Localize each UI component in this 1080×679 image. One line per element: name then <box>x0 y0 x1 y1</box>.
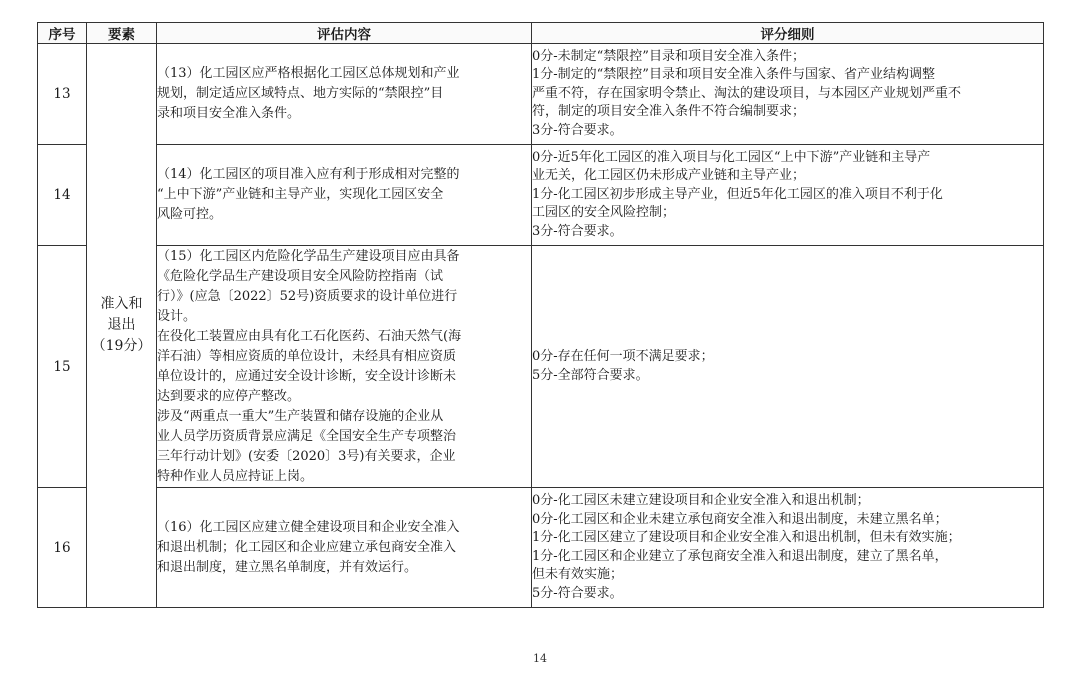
content-line: 规划，制定适应区域特点、地方实际的“禁限控”目 <box>157 86 444 101</box>
table-header-row <box>38 23 1044 44</box>
content-line: 和退出制度，建立黑名单制度，并有效运行。 <box>157 559 418 575</box>
content-line: （14）化工园区的项目准入应有利于形成相对完整的 <box>157 167 460 182</box>
rule-line: 5分-符合要求。 <box>532 585 623 601</box>
content-line: 在役化工装置应由具有化工石化医药、石油天然气(海 <box>157 328 462 344</box>
header-content: 评估内容 <box>157 23 532 44</box>
content-cell <box>157 246 532 488</box>
content-line: 达到要求的应停产整改。 <box>157 388 301 404</box>
content-cell <box>157 145 532 246</box>
element-line: 退出 <box>107 317 136 333</box>
element-line: 准入和 <box>100 296 143 312</box>
table-row <box>38 44 1044 145</box>
rule-line: 0分-未制定“禁限控”目录和项目安全准入条件； <box>532 48 805 64</box>
page-number: 14 <box>533 652 547 665</box>
table-row <box>38 145 1044 246</box>
rule-line: 0分-近5年化工园区的准入项目与化工园区“上中下游”产业链和主导产 <box>532 149 931 165</box>
content-line: 业人员学历资质背景应满足《全国安全生产专项整治 <box>157 428 457 444</box>
rule-line: 但未有效实施； <box>532 567 624 582</box>
content-line: 行）》(应急〔2022〕52号)资质要求的设计单位进行 <box>157 288 458 304</box>
content-line: 三年行动计划》(安委〔2020〕3号)有关要求，企业 <box>157 448 456 464</box>
header-index: 序号 <box>38 23 87 44</box>
rule-line: 0分-存在任何一项不满足要求； <box>532 349 714 364</box>
rules-cell <box>532 246 1044 488</box>
rule-line: 0分-化工园区未建立建设项目和企业安全准入和退出机制； <box>532 493 870 508</box>
rule-line: 5分-全部符合要求。 <box>532 367 649 383</box>
element-line: （19分） <box>91 338 152 354</box>
rule-line: 1分-化工园区初步形成主导产业，但近5年化工园区的准入项目不利于化 <box>532 186 943 202</box>
content-cell <box>157 488 532 608</box>
rule-line: 1分-制定的“禁限控”目录和项目安全准入条件与国家、省产业结构调整 <box>532 67 935 83</box>
content-line: 单位设计的，应通过安全设计诊断，安全设计诊断未 <box>157 368 457 384</box>
row-index: 16 <box>38 488 87 608</box>
content-line: （13）化工园区应严格根据化工园区总体规划和产业 <box>157 66 460 81</box>
header-rules: 评分细则 <box>532 23 1044 44</box>
content-line: 录和项目安全准入条件。 <box>157 106 301 121</box>
rule-line: 3分-符合要求。 <box>532 223 623 239</box>
row-index: 15 <box>38 246 87 488</box>
assessment-table <box>37 22 1044 608</box>
content-line: 风险可控。 <box>157 207 223 222</box>
table-row <box>38 246 1044 488</box>
element-cell <box>87 44 157 608</box>
content-line: 涉及“两重点一重大”生产装置和储存设施的企业从 <box>157 408 444 424</box>
content-line: 《危险化学品生产建设项目安全风险防控指南（试 <box>157 268 444 284</box>
content-line: （16）化工园区应建立健全建设项目和企业安全准入 <box>157 519 460 535</box>
header-element: 要素 <box>87 23 157 44</box>
rule-line: 1分-化工园区和企业建立了承包商安全准入和退出制度，建立了黑名单， <box>532 548 948 564</box>
rule-line: 符，制定的项目安全准入条件不符合编制要求； <box>532 104 806 120</box>
rule-line: 3分-符合要求。 <box>532 122 623 138</box>
rules-cell <box>532 145 1044 246</box>
content-line: 设计。 <box>157 308 197 324</box>
rule-line: 1分-化工园区建立了建设项目和企业安全准入和退出机制，但未有效实施； <box>532 530 961 545</box>
content-line: “上中下游”产业链和主导产业，实现化工园区安全 <box>157 187 444 202</box>
content-line: （15）化工园区内危险化学品生产建设项目应由具备 <box>157 248 460 264</box>
rule-line: 工园区的安全风险控制； <box>532 205 676 221</box>
content-line: 洋石油）等相应资质的单位设计，未经具有相应资质 <box>157 348 457 364</box>
content-line: 和退出机制；化工园区和企业应建立承包商安全准入 <box>157 539 457 555</box>
table-row <box>38 488 1044 608</box>
rules-cell <box>532 44 1044 145</box>
rules-cell <box>532 488 1044 608</box>
row-index: 13 <box>38 44 87 145</box>
row-index: 14 <box>38 145 87 246</box>
rule-line: 严重不符，存在国家明令禁止、淘汰的建设项目，与本园区产业规划严重不 <box>532 85 962 101</box>
rule-line: 业无关，化工园区仍未形成产业链和主导产业； <box>532 168 806 184</box>
rule-line: 0分-化工园区和企业未建立承包商安全准入和退出制度，未建立黑名单； <box>532 511 948 527</box>
content-line: 特种作业人员应持证上岗。 <box>157 468 314 484</box>
content-cell <box>157 44 532 145</box>
